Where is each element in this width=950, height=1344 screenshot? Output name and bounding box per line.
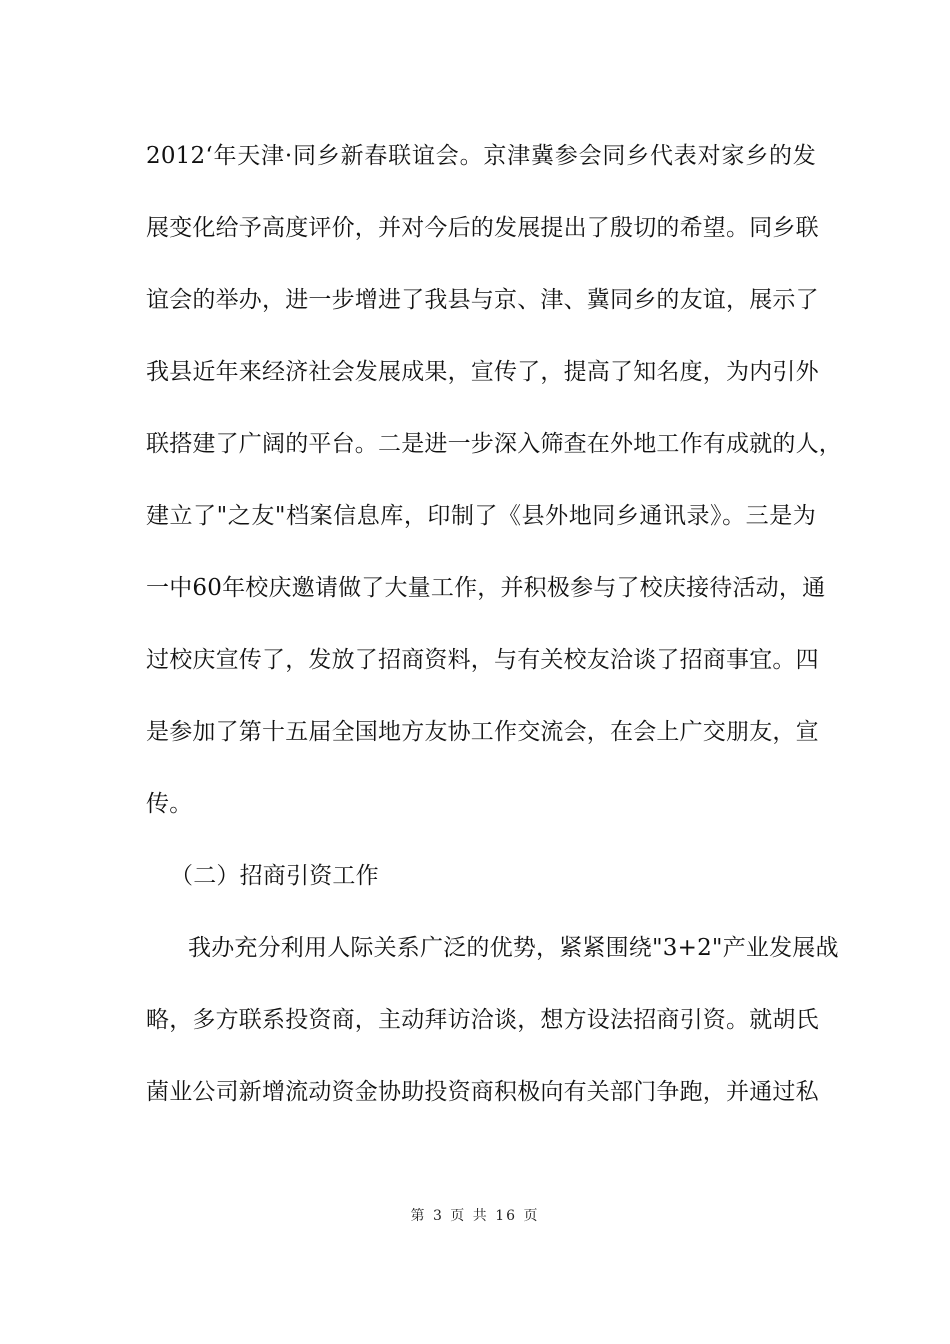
page-footer: 第 3 页 共 16 页 — [410, 1208, 540, 1224]
paragraph-line-6: 建立了"之友"档案信息库，印制了《县外地同乡通讯录》。三是为 — [146, 503, 816, 529]
paragraph-line-3: 谊会的举办，进一步增进了我县与京、津、冀同乡的友谊，展示了 — [146, 287, 819, 313]
paragraph-line-4: 我县近年来经济社会发展成果，宣传了，提高了知名度，为内引外 — [146, 359, 819, 385]
paragraph-line-9: 是参加了第十五届全国地方友协工作交流会，在会上广交朋友，宣 — [146, 719, 819, 745]
paragraph2-line-2: 略，多方联系投资商，主动拜访洽谈，想方设法招商引资。就胡氏 — [146, 1007, 819, 1033]
paragraph2-line-3: 菌业公司新增流动资金协助投资商积极向有关部门争跑，并通过私 — [146, 1079, 819, 1105]
paragraph-line-7: 一中60年校庆邀请做了大量工作，并积极参与了校庆接待活动，通 — [146, 575, 826, 601]
section-heading: （二）招商引资工作 — [170, 863, 379, 889]
paragraph2-line-1: 我办充分利用人际关系广泛的优势，紧紧围绕"3+2"产业发展战 — [188, 935, 839, 961]
paragraph-line-8: 过校庆宣传了，发放了招商资料，与有关校友洽谈了招商事宜。四 — [146, 647, 819, 673]
paragraph-line-10: 传。 — [146, 791, 193, 817]
paragraph-line-5: 联搭建了广阔的平台。二是进一步深入筛查在外地工作有成就的人， — [146, 431, 842, 457]
paragraph-line-1: 2012‘年天津·同乡新春联谊会。京津冀参会同乡代表对家乡的发 — [146, 143, 816, 169]
paragraph-line-2: 展变化给予高度评价，并对今后的发展提出了殷切的希望。同乡联 — [146, 215, 819, 241]
